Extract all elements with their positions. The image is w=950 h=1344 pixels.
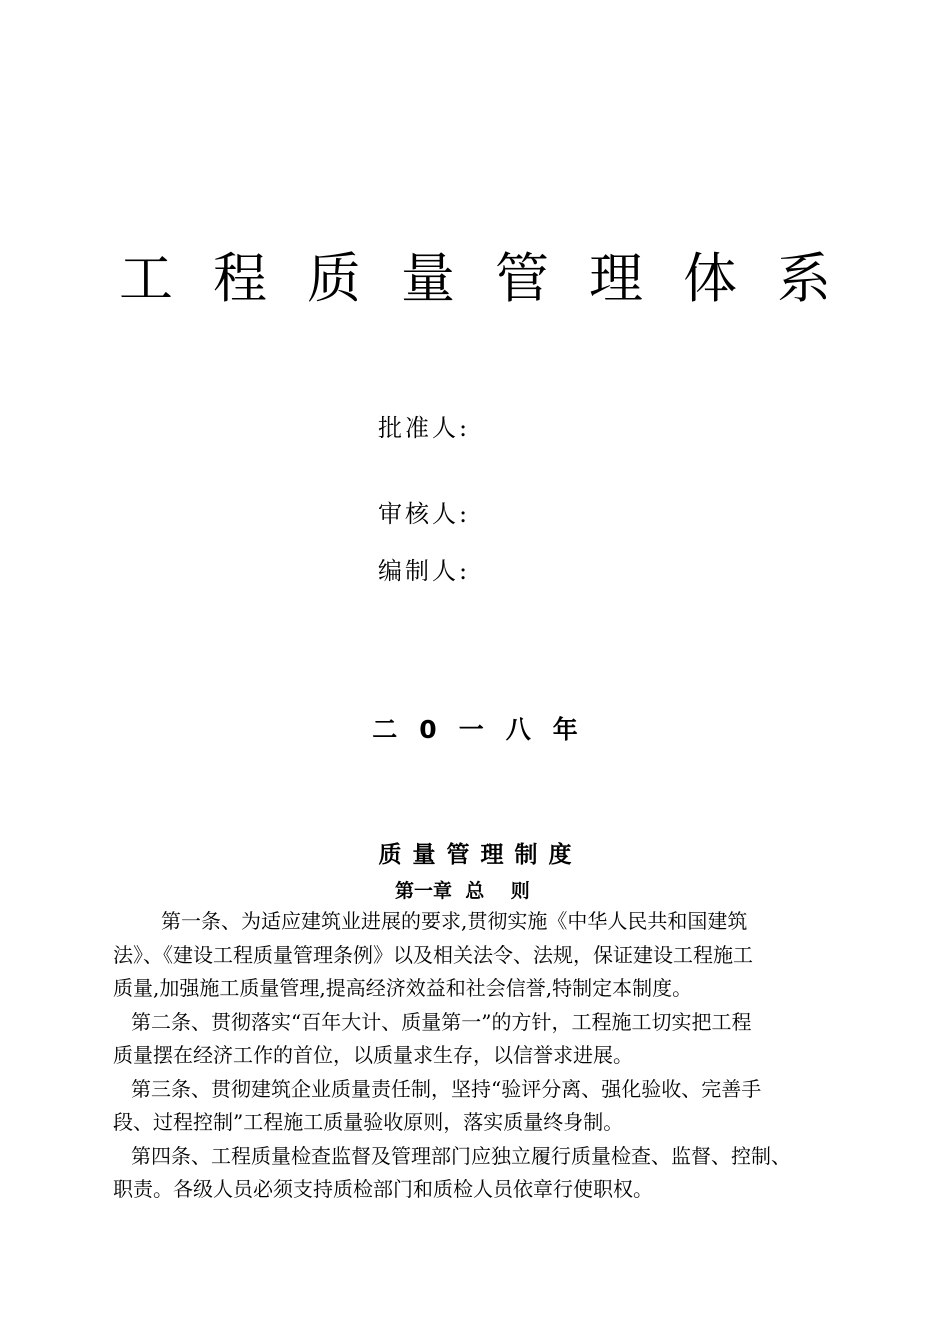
article-line: 第四条、工程质量检查监督及管理部门应独立履行质量检查、监督、控制、 [131, 1143, 791, 1168]
reviewer-label: 审核人: [378, 500, 471, 528]
section-title: 质量管理制度 [378, 841, 583, 868]
article-line: 第一条、为适应建筑业进展的要求,贯彻实施《中华人民共和国建筑 [161, 909, 748, 933]
article-1 [113, 905, 861, 1006]
article-line: 质量,加强施工质量管理,提高经济效益和社会信誉,特制定本制度。 [113, 976, 693, 1000]
article-4 [113, 1140, 861, 1207]
document-year: 二0一八年 [372, 715, 600, 744]
article-line: 法》、《建设工程质量管理条例》以及相关法令、法规，保证建设工程施工 [113, 942, 753, 967]
compiler-label: 编制人: [378, 557, 471, 585]
article-line: 第二条、贯彻落实“百年大计、质量第一”的方针，工程施工切实把工程 [131, 1009, 752, 1034]
article-2 [113, 1006, 861, 1073]
chapter-title: 第一章 总 则 [395, 880, 530, 902]
approver-label: 批准人: [378, 414, 471, 442]
article-line: 职责。各级人员必须支持质检部门和质检人员依章行使职权。 [113, 1177, 653, 1201]
article-line: 质量摆在经济工作的首位，以质量求生存，以信誉求进展。 [113, 1043, 633, 1067]
document-title: 工程质量管理体系 [119, 247, 871, 310]
article-list [113, 905, 861, 1207]
article-line: 第三条、贯彻建筑企业质量责任制，坚持“验评分离、强化验收、完善手 [131, 1076, 762, 1101]
article-3 [113, 1073, 861, 1140]
article-line: 段、过程控制”工程施工质量验收原则，落实质量终身制。 [113, 1110, 624, 1134]
